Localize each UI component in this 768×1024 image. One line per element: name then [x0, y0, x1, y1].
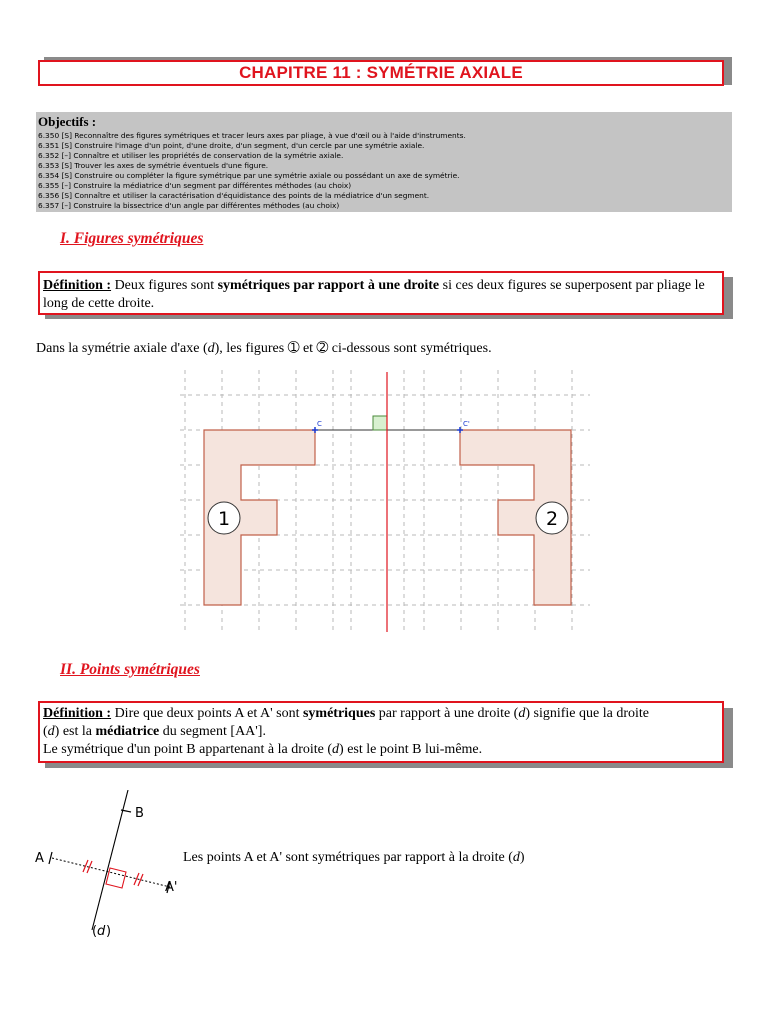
label-a-prime: A'	[165, 880, 178, 895]
line-d	[92, 790, 128, 930]
definition-text: si ces deux figures se superposent par pliage le long de cette droite.	[43, 278, 705, 311]
definition-line-3: Le symétrique d'un point B appartenant à la droite (d) est le point B lui-même.	[43, 742, 483, 757]
definition-line-2: (d) est la médiatrice du segment [AA'].	[43, 724, 266, 739]
figure-label-1: 1	[217, 508, 231, 530]
label-c: C	[317, 420, 322, 428]
objective-item: 6.354 [S] Construire ou compléter la figure symétrique par une symétrie axiale ou possédant un axe de symétrie.	[38, 171, 460, 180]
right-angle-marker	[106, 868, 126, 888]
objectives-list	[38, 131, 466, 211]
objective-item: 6.353 [S] Trouver les axes de symétrie éventuels d'une figure.	[38, 161, 269, 170]
section-heading-figures: I. Figures symétriques	[60, 230, 204, 247]
points-caption: Les points A et A' sont symétriques par rapport à la droite (d)	[183, 850, 525, 865]
title-box	[38, 60, 724, 86]
definition-box-1	[38, 271, 724, 315]
objective-item: 6.357 [–] Construire la bissectrice d'un angle par différentes méthodes (au choix)	[38, 201, 340, 210]
label-a: A	[35, 851, 44, 866]
objectives-box	[36, 112, 732, 212]
definition-bold: symétriques par rapport à une droite	[217, 278, 440, 293]
label-b: B	[135, 806, 144, 821]
objective-item: 6.356 [S] Connaître et utiliser la caractérisation d'équidistance des points de la médiatrice d'un segment.	[38, 191, 430, 200]
definition-box-2	[38, 701, 724, 763]
objective-item: 6.355 [–] Construire la médiatrice d'un segment par différentes méthodes (au choix)	[38, 181, 352, 190]
label-d-close: )	[106, 924, 112, 939]
objective-item: 6.350 [S] Reconnaître des figures symétriques et tracer leurs axes par pliage, à vue d'œil ou à l'aide d'instruments.	[38, 131, 466, 140]
figures-intro: Dans la symétrie axiale d'axe (d), les figures ➀ et ➁ ci-dessous sont symétriques.	[36, 341, 492, 356]
figure-label-2: 2	[545, 508, 559, 530]
definition-text: Deux figures sont	[111, 278, 218, 293]
symmetric-figures-diagram	[170, 370, 600, 640]
objectives-heading: Objectifs :	[38, 114, 97, 129]
objective-item: 6.351 [S] Construire l'image d'un point, d'une droite, d'un segment, d'un cercle par une symétrie axiale.	[38, 141, 425, 150]
label-d: d	[97, 924, 106, 939]
symmetric-points-diagram	[30, 790, 190, 950]
objective-item: 6.352 [–] Connaître et utiliser les propriétés de conservation de la symétrie axiale.	[38, 151, 344, 160]
segment-aa-prime	[52, 858, 170, 887]
right-angle-marker	[373, 416, 387, 430]
page-title: CHAPITRE 11 : SYMÉTRIE AXIALE	[239, 63, 523, 82]
equal-marks	[83, 860, 143, 886]
label-c-prime: C'	[463, 420, 470, 428]
definition-line-1: Définition : Dire que deux points A et A' sont symétriques par rapport à une droite (d) signifie que la droite	[43, 706, 649, 721]
definition-label: Définition :	[43, 278, 112, 293]
label-d-open: (	[92, 924, 98, 939]
point-a-marker	[49, 852, 52, 864]
section-heading-points: II. Points symétriques	[60, 661, 200, 678]
